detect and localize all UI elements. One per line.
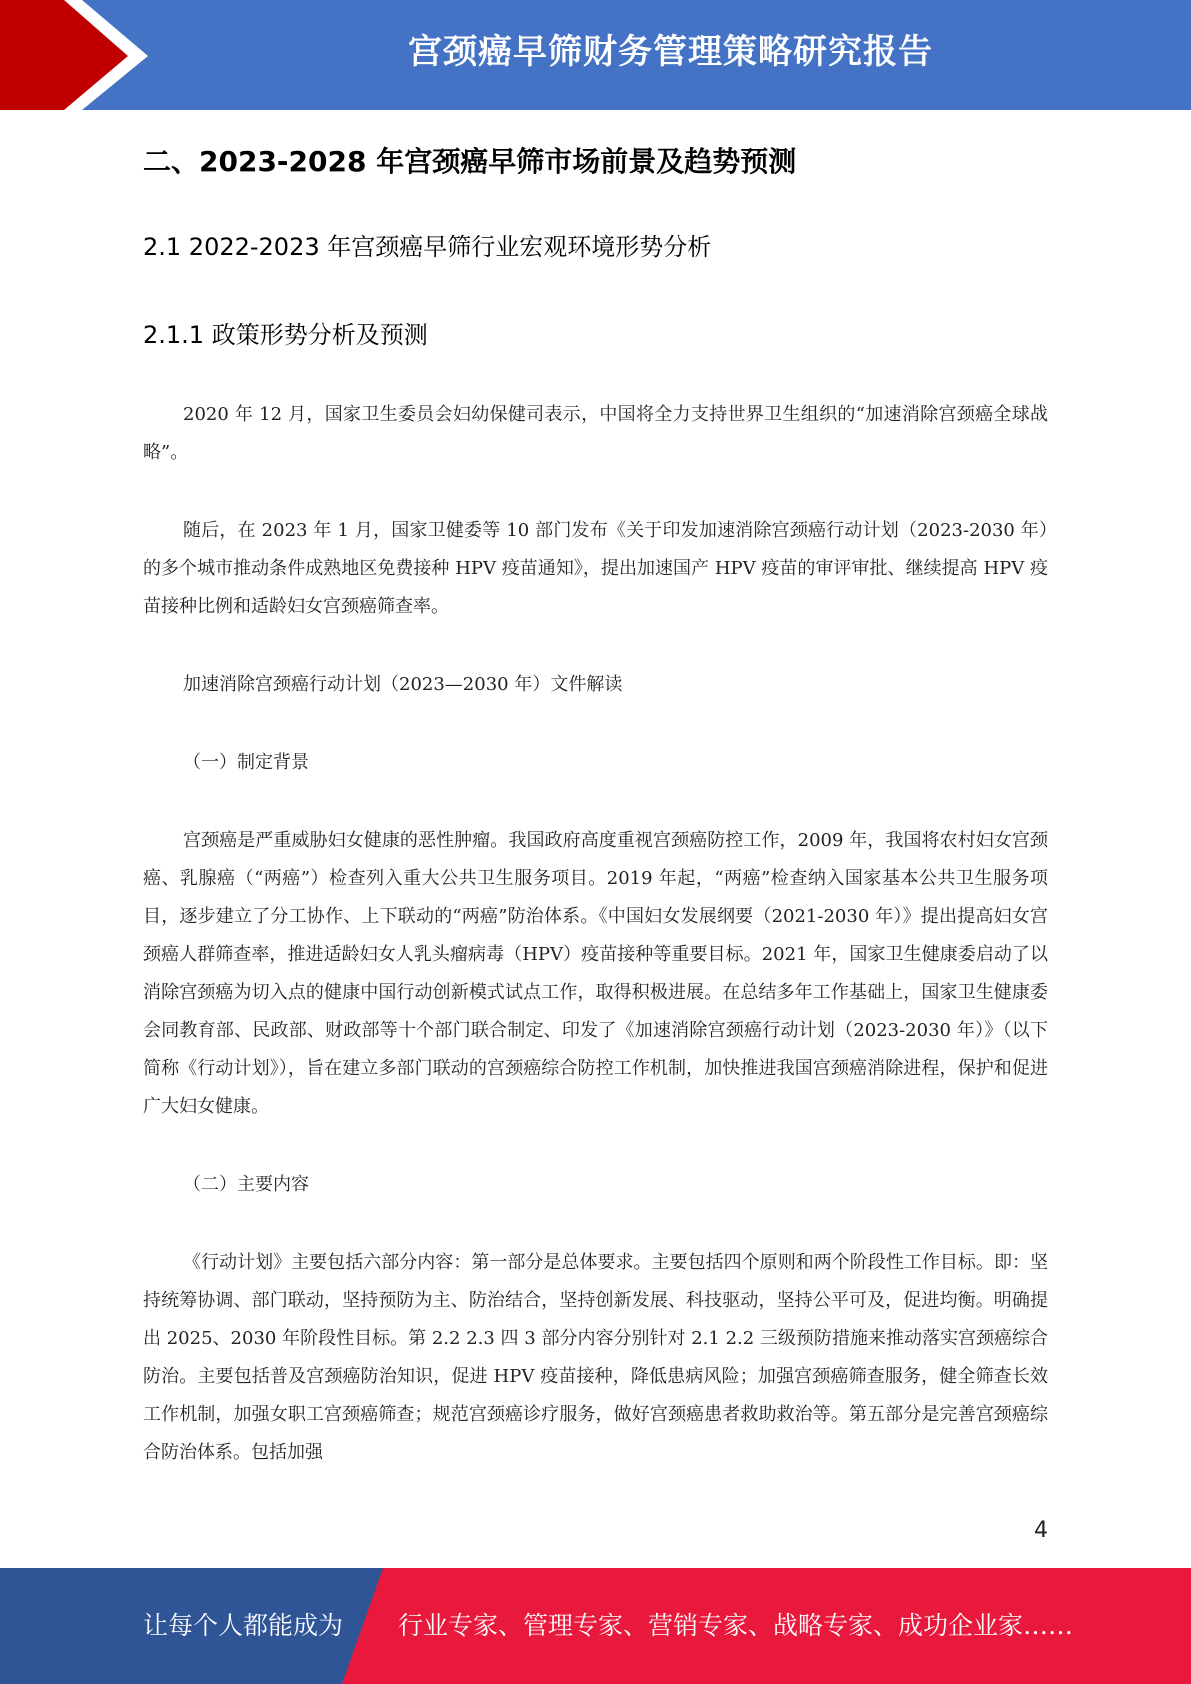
page-number: 4	[1034, 1518, 1048, 1543]
paragraph-2: 随后，在 2023 年 1 月，国家卫健委等 10 部门发布《关于印发加速消除宫颈癌行动计划（2023-2030 年）的多个城市推动条件成熟地区免费接种 HPV 疫苗通知》，提出加速国产 HPV 疫苗的审评审批、继续提高 HPV 疫苗接种比例和适龄妇女宫颈癌筛查率。	[143, 520, 1048, 617]
section-heading: 二、2023-2028 年宫颈癌早筛市场前景及趋势预测	[143, 145, 797, 178]
paragraph-5: 宫颈癌是严重威胁妇女健康的恶性肿瘤。我国政府高度重视宫颈癌防控工作，2009 年，我国将农村妇女宫颈癌、乳腺癌（“两癌”）检查列入重大公共卫生服务项目。2019 年起，“两癌”检查纳入国家基本公共卫生服务项目，逐步建立了分工协作、上下联动的“两癌”防治体系。《中国妇女发展纲要（2021-2030 年）》提出提高妇女宫颈癌人群筛查率，推进适龄妇女人乳头瘤病毒（HPV）疫苗接种等重要目标。2021 年，国家卫生健康委启动了以消除宫颈癌为切入点的健康中国行动创新模式试点工作，取得积极进展。在总结多年工作基础上，国家卫生健康委会同教育部、民政部、财政部等十个部门联合制定、印发了《加速消除宫颈癌行动计划（2023-2030 年）》（以下简称《行动计划》），旨在建立多部门联动的宫颈癌综合防控工作机制，加快推进我国宫颈癌消除进程，保护和促进广大妇女健康。	[143, 830, 1048, 1117]
paragraph-4-heading: （一）制定背景	[183, 752, 309, 773]
page-footer	[0, 1568, 1191, 1684]
footer-slogan-left: 让每个人都能成为	[143, 1611, 344, 1640]
subsubsection-heading: 2.1.1 政策形势分析及预测	[143, 321, 428, 349]
paragraph-3: 加速消除宫颈癌行动计划（2023—2030 年）文件解读	[183, 674, 623, 695]
paragraph-6-heading: （二）主要内容	[183, 1174, 309, 1195]
paragraph-7: 《行动计划》主要包括六部分内容：第一部分是总体要求。主要包括四个原则和两个阶段性工作目标。即：坚持统筹协调、部门联动，坚持预防为主、防治结合，坚持创新发展、科技驱动，坚持公平可及，促进均衡。明确提出 2025、2030 年阶段性目标。第 2.2 2.3 四 3 部分内容分别针对 2.1 2.2 三级预防措施来推动落实宫颈癌综合防治。主要包括普及宫颈癌防治知识，促进 HPV 疫苗接种，降低患病风险；加强宫颈癌筛查服务，健全筛查长效工作机制，加强女职工宫颈癌筛查；规范宫颈癌诊疗服务，做好宫颈癌患者救助救治等。第五部分是完善宫颈癌综合防治体系。包括加强	[143, 1252, 1048, 1463]
document-body	[143, 128, 1048, 1472]
paragraph-1: 2020 年 12 月，国家卫生委员会妇幼保健司表示，中国将全力支持世界卫生组织的“加速消除宫颈癌全球战略”。	[143, 404, 1048, 463]
footer-slogan-right: 行业专家、管理专家、营销专家、战略专家、成功企业家……	[398, 1611, 1074, 1640]
subsection-heading: 2.1 2022-2023 年宫颈癌早筛行业宏观环境形势分析	[143, 233, 712, 261]
page-header	[0, 0, 1191, 110]
header-arrow-decoration	[0, 0, 160, 110]
header-title: 宫颈癌早筛财务管理策略研究报告	[408, 32, 933, 72]
